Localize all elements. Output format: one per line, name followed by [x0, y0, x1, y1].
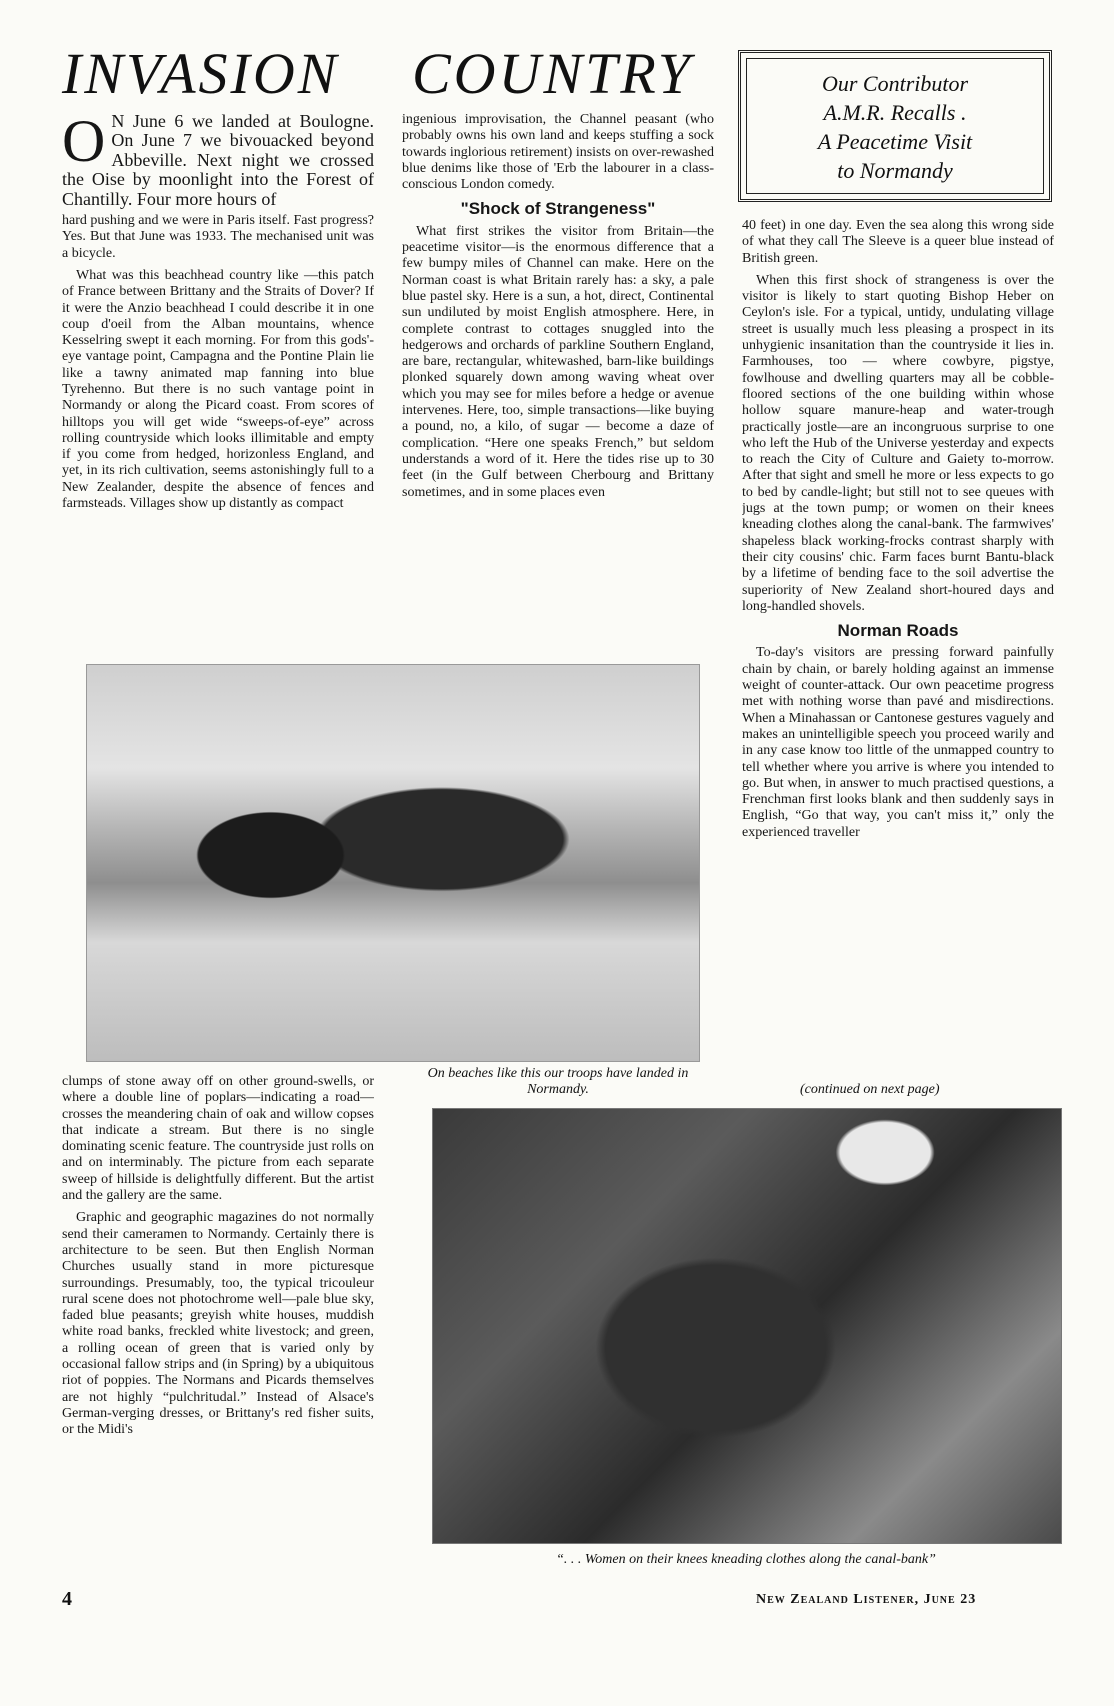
washerwomen-photo — [432, 1108, 1062, 1544]
subhead-norman-roads: Norman Roads — [837, 621, 959, 641]
col1-para-2: What was this beachhead country like —this patch of France between Brittany and the Straits of Dover? If it were the Anzio beachhead I could describe it in one coup d'oeil from the Alban mountains, whence Kesselring swept it each morning. For from this gods'-eye vantage point, Campagna and the Pontine Plain lie like a tawny animated map fanning into blue Tyrehenno. But there is no such vantage point in Normandy or along the Picard coast. From scores of hilltops you will get wide “sweeps-of-eye” across rolling countryside which looks illimitable and empty if you come from hedged, horizonless England, and yet, in its rich cultivation, seems astonishingly full to a New Zealander, despite the absence of fences and farmsteads. Villages show up distantly as compact — [62, 267, 374, 512]
headline-right: COUNTRY — [412, 41, 694, 106]
col1-para-3: clumps of stone away off on other ground-swells, or where a double line of poplars—indicating a road—crosses the meandering chain of oak and willow copses that indicate a stream. But there is no single dominating scenic feature. The countryside just rolls on and on interminably. The picture from each separate sweep of hillside is delightfully different. But the artist and the gallery are the same. — [62, 1074, 374, 1204]
col2-para-2: What first strikes the visitor from Britain—the peacetime visitor—is the enormous difference that a few bumpy miles of Channel can make. Here on the Norman coast is what Britain rarely has: a sky, a pale blue pastel sky. Here is a sun, a hot, direct, Continental sun undiluted by moist English atmosphere. Here, in complete contrast to cottages snuggled into the hedgerows and orchards of parkline Southern England, are bare, rectangular, whitewashed, barn-like buildings plonked squarely down among waving wheat over which you may see for miles before a hedge or avenue intervenes. Here, too, simple transactions—like buying a pound, no, a kilo, of sugar — become a daze of complication. “Here one speaks French,” but seldom understands a word of it. Here the tides rise up to 30 feet (in the Gulf between Cherbourg and Brittany sometimes, and in some places even — [402, 223, 714, 500]
column-1-bottom — [62, 1074, 374, 1594]
contributor-box — [738, 50, 1052, 202]
box-line-4: to Normandy — [837, 158, 953, 183]
col3-para-3: To-day's visitors are pressing forward painfully chain by chain, or barely holding against an immense weight of counter-attack. Our own peacetime progress met with nothing worse than pavé and misdirections. When a Minahassan or Cantonese gestures vaguely and makes an unintelligible speech you proceed warily and in any case know too little of the unmapped country to tell whether where you arrive is where you intended to go. But when, in answer to much practised questions, a Frenchman first looks blank and then suddenly says in English, “Go that way, you can't miss it,” only the experienced traveller — [742, 645, 1054, 840]
box-line-3: A Peacetime Visit — [817, 129, 973, 154]
column-1-top — [62, 112, 374, 640]
publication-footer: New Zealand Listener, June 23 — [756, 1592, 977, 1607]
column-2-top — [402, 112, 714, 640]
col3-para-2: When this first shock of strangeness is over the visitor is likely to start quoting Bishop Heber on Ceylon's isle. For a typical, untidy, undulating village street is usually much less pleasing a prospect in its unhygienic insanitation than the countryside it lies in. Farmhouses, too — where cowbyre, pigstye, fowlhouse and dwelling quarters may all be cobble-floored sections of the one building within whose hollow square manure-heap and water-trough practically jostle—are an incongruous surprise to one who left the Hub of the Universe yesterday and expects to reach the City of Culture and Gaiety to-morrow. After that sight and smell he more or less expects to go to bed by candle-light; but still not to see queues with jugs at the town pump; or women on their knees kneading clothes along the canal-bank. The farmwives' shapeless black working-frocks contrast sharply with their city cousins' chic. Farm faces burnt Bantu-black by a lifetime of bending face to the soil advertise the superiority of New Zealand short-houred days and long-handled shovels. — [742, 272, 1054, 614]
col3-para-1: 40 feet) in one day. Even the sea along this wrong side of what they call The Sleeve is a queer blue instead of British green. — [742, 218, 1054, 266]
box-line-2: A.M.R. Recalls . — [823, 100, 967, 125]
subhead-shock: "Shock of Strangeness" — [460, 199, 656, 219]
col1-para-1: hard pushing and we were in Paris itself. Fast progress? Yes. But that June was 1933. The mechanised unit was a bicycle. — [62, 213, 374, 261]
box-line-1: Our Contributor — [821, 71, 969, 96]
drop-cap: O — [62, 112, 106, 174]
beach-photo-caption: On beaches like this our troops have landed in Normandy. — [427, 1066, 689, 1097]
continued-note: (continued on next page) — [800, 1082, 940, 1097]
washerwomen-photo-caption: “. . . Women on their knees kneading clothes along the canal-bank” — [556, 1552, 936, 1567]
intro-text: N June 6 we landed at Boulogne. On June 7 we bivouacked beyond Abbeville. Next night we crossed the Oise by moonlight into the Forest of Chantilly. Four more hours of — [62, 112, 374, 209]
col1-para-4: Graphic and geographic magazines do not normally send their cameramen to Normandy. Certainly there is architecture to be seen. But then English Norman Churches usually stand in more picturesque surroundings. Presumably, too, the typical tricouleur rural scene does not photochrome well—pale blue sky, faded blue peasants; greyish white houses, muddish white road banks, freckled white livestock; and green, a rolling ocean of green that is varied only by occasional fallow strips and (in Spring) by a ubiquitous riot of poppies. The Normans and Picards themselves are not highly “pulchritudal.” Instead of Alsace's German-verging dresses, or Brittany's red fisher suits, or the Midi's — [62, 1210, 374, 1438]
beach-photo — [86, 664, 700, 1062]
col2-para-1: ingenious improvisation, the Channel peasant (who probably owns his own land and keeps stuffing a sock towards inglorious retirement) insists on over-rewashed blue denims like those of 'Erb the labourer in a class-conscious London comedy. — [402, 112, 714, 193]
page-number: 4 — [62, 1588, 72, 1610]
headline-left: INVASION — [62, 41, 340, 106]
